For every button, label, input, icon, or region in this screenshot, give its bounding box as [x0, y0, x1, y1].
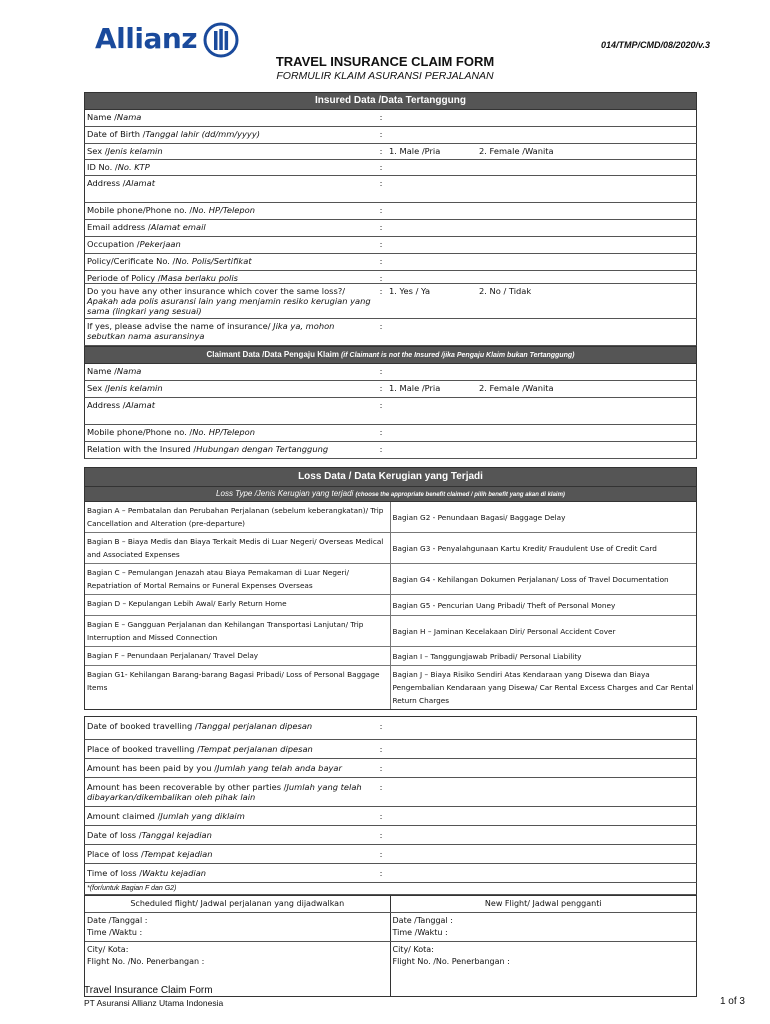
field-label: Sex /	[87, 146, 108, 156]
option-1[interactable]	[389, 222, 479, 234]
scheduled-city-label: City/ Kota:	[87, 945, 129, 954]
insured-row	[84, 160, 697, 176]
insured-row	[84, 203, 697, 220]
colon-separator: :	[379, 811, 383, 821]
field-label: Policy/Cerificate No. /	[87, 256, 176, 266]
field-label: If yes, please advise the name of insurance/	[87, 321, 274, 331]
option-1[interactable]	[389, 400, 479, 422]
insured-label	[85, 237, 375, 253]
insured-row	[84, 176, 697, 203]
insured-value-field[interactable]	[387, 271, 696, 283]
new-flight-no-label: Flight No. /No. Penerbangan :	[392, 957, 510, 966]
colon-separator: :	[379, 129, 383, 139]
option-1[interactable]	[389, 256, 479, 268]
form-title: TRAVEL INSURANCE CLAIM FORM	[275, 54, 495, 69]
colon-separator: :	[379, 205, 383, 215]
insured-value-field[interactable]	[387, 110, 696, 126]
claimant-row	[84, 364, 697, 381]
colon-separator: :	[379, 256, 383, 266]
field-label-translation: Pekerjaan	[139, 239, 181, 249]
document-id: 014/TMP/CMD/08/2020/v.3	[600, 40, 710, 50]
loss-type-row	[85, 595, 696, 616]
field-label: Amount claimed /	[87, 811, 161, 821]
field-label-translation: Alamat email	[150, 222, 206, 232]
new-city-cell[interactable]	[391, 942, 697, 996]
claimant-value-field[interactable]	[387, 398, 696, 424]
colon-separator: :	[379, 321, 383, 331]
colon-separator: :	[379, 868, 383, 878]
insured-row	[84, 284, 697, 319]
insured-row	[84, 127, 697, 144]
option-1[interactable]	[389, 273, 479, 281]
colon-separator: :	[379, 178, 383, 188]
field-label: Do you have any other insurance which cover the same loss?/	[87, 286, 346, 296]
flight-table	[84, 895, 697, 997]
field-label-translation: No. Polis/Sertifikat	[175, 256, 252, 266]
option-1[interactable]	[389, 178, 479, 200]
field-label-translation: Alamat	[125, 400, 155, 410]
loss-detail-label	[85, 807, 375, 825]
loss-type-option[interactable]: Bagian C – Pemulangan Jenazah atau Biaya Pemakaman di Luar Negeri/ Repatriation of Mortal Remains or Funeral Expenses Overseas	[85, 564, 391, 594]
colon-separator: :	[379, 162, 383, 172]
colon-separator: :	[379, 383, 383, 393]
loss-detail-value-field[interactable]	[387, 759, 696, 777]
brand-name: Allianz	[95, 22, 198, 55]
field-label-translation: Nama	[116, 112, 142, 122]
field-label: Sex /	[87, 383, 108, 393]
field-label: Occupation /	[87, 239, 140, 249]
loss-type-option[interactable]: Bagian G4 - Kehilangan Dokumen Perjalanan/ Loss of Travel Documentation	[392, 574, 669, 584]
insured-label	[85, 160, 375, 175]
scheduled-flight-no-label: Flight No. /No. Penerbangan :	[87, 957, 205, 966]
loss-section-heading: Loss Data / Data Kerugian yang Terjadi	[84, 467, 697, 487]
colon-separator: :	[379, 366, 383, 376]
field-label-translation: No. HP/Telepon	[192, 427, 255, 437]
field-label-translation: No. HP/Telepon	[192, 205, 255, 215]
loss-type-row	[85, 533, 696, 564]
loss-type-option[interactable]: Bagian D – Kepulangan Lebih Awal/ Early Return Home	[85, 595, 391, 615]
claimant-value-field[interactable]	[387, 442, 696, 458]
field-label-translation: Jumlah yang diklaim	[160, 811, 245, 821]
colon-separator: :	[379, 763, 383, 773]
claimant-heading-note: (if Claimant is not the Insured /jika Pengaju Klaim bukan Tertanggung)	[339, 352, 575, 359]
option-2[interactable]: 2. No / Tidak	[479, 286, 532, 296]
loss-detail-value-field[interactable]	[387, 717, 696, 739]
footer-form-name: Travel Insurance Claim Form	[84, 985, 213, 996]
option-1[interactable]	[389, 321, 479, 343]
new-datetime-cell[interactable]	[391, 913, 697, 941]
loss-detail-value-field[interactable]	[387, 807, 696, 825]
option-1[interactable]: 1. Male /Pria	[389, 146, 441, 156]
loss-footnote: *(for/untuk Bagian F dan G2)	[84, 883, 697, 895]
colon-separator: :	[379, 830, 383, 840]
field-label: Amount has been paid by you /	[87, 763, 217, 773]
field-label: Place of loss /	[87, 849, 144, 859]
field-label-translation: Nama	[116, 366, 142, 376]
option-2[interactable]: 2. Female /Wanita	[479, 146, 554, 156]
insured-label	[85, 203, 375, 219]
claimant-label	[85, 364, 375, 380]
colon-separator: :	[379, 239, 383, 249]
colon-separator: :	[379, 721, 383, 731]
insured-value-field[interactable]	[387, 127, 696, 143]
claimant-row	[84, 381, 697, 398]
colon-separator: :	[379, 222, 383, 232]
insured-label	[85, 110, 375, 126]
colon-separator: :	[379, 273, 383, 283]
field-label: Relation with the Insured /	[87, 444, 197, 454]
scheduled-time-label: Time /Waktu :	[87, 928, 143, 937]
claimant-row	[84, 425, 697, 442]
field-label: ID No. /	[87, 162, 118, 172]
loss-type-option[interactable]: Bagian F – Penundaan Perjalanan/ Travel Delay	[85, 647, 391, 665]
claimant-value-field[interactable]	[387, 364, 696, 380]
colon-separator: :	[379, 444, 383, 454]
insured-row	[84, 237, 697, 254]
loss-detail-row	[84, 740, 697, 759]
option-1[interactable]	[389, 112, 479, 124]
loss-type-option[interactable]: Bagian G1- Kehilangan Barang-barang Bagasi Pribadi/ Loss of Personal Baggage Items	[85, 666, 391, 709]
claimant-label	[85, 381, 375, 397]
field-label-translation: Tempat kejadian	[143, 849, 213, 859]
colon-separator: :	[379, 427, 383, 437]
loss-type-grid	[84, 502, 697, 710]
loss-type-option[interactable]: Bagian B – Biaya Medis dan Biaya Terkait Medis di Luar Negeri/ Overseas Medical and Associated Expenses	[85, 533, 391, 563]
insured-value-field[interactable]	[387, 220, 696, 236]
loss-type-option[interactable]: Bagian H – Jaminan Kecelakaan Diri/ Personal Accident Cover	[392, 626, 616, 636]
field-label-translation: Tanggal lahir (dd/mm/yyyy)	[145, 129, 260, 139]
claimant-label	[85, 442, 375, 458]
loss-detail-value-field[interactable]	[387, 845, 696, 863]
loss-detail-value-field[interactable]	[387, 740, 696, 758]
field-label-translation: Tanggal kejadian	[141, 830, 212, 840]
insured-label	[85, 319, 375, 345]
field-label: Date of Birth /	[87, 129, 146, 139]
field-label: Name /	[87, 366, 117, 376]
option-1[interactable]	[389, 444, 479, 456]
loss-type-option[interactable]: Bagian G5 - Pencurian Uang Pribadi/ Theft of Personal Money	[392, 600, 616, 610]
loss-detail-label	[85, 826, 375, 844]
insured-value-field[interactable]	[387, 176, 696, 202]
option-1[interactable]: 1. Male /Pria	[389, 383, 441, 393]
claimant-section-heading	[84, 346, 697, 364]
option-1[interactable]	[389, 366, 479, 378]
field-label-translation: Tempat perjalanan dipesan	[199, 744, 313, 754]
field-label: Name /	[87, 112, 117, 122]
claimant-section	[84, 364, 697, 459]
scheduled-date-label: Date /Tanggal :	[87, 916, 148, 925]
field-label-translation: Jumlah yang telah dibayarkan/dikembalikan oleh pihak lain	[87, 782, 362, 802]
loss-type-row	[85, 616, 696, 647]
claimant-label	[85, 425, 375, 441]
insured-section	[84, 110, 697, 346]
loss-type-row	[85, 502, 696, 533]
insured-label	[85, 127, 375, 143]
loss-type-subheading	[84, 487, 697, 502]
new-flight-heading: New Flight/ Jadwal pengganti	[484, 899, 602, 908]
loss-type-row	[85, 647, 696, 666]
new-time-label: Time /Waktu :	[392, 928, 448, 937]
loss-detail-label	[85, 759, 375, 777]
field-label: Place of booked travelling /	[87, 744, 200, 754]
field-label-translation: Jenis kelamin	[107, 146, 163, 156]
insured-label	[85, 220, 375, 236]
insured-value-field[interactable]	[387, 237, 696, 253]
loss-detail-row	[84, 845, 697, 864]
loss-detail-row	[84, 807, 697, 826]
field-label: Mobile phone/Phone no. /	[87, 205, 193, 215]
claimant-label	[85, 398, 375, 424]
loss-type-option[interactable]: Bagian I – Tanggungjawab Pribadi/ Personal Liability	[392, 651, 582, 661]
claimant-row	[84, 398, 697, 425]
insured-row	[84, 271, 697, 284]
colon-separator: :	[379, 146, 383, 156]
loss-detail-label	[85, 740, 375, 758]
field-label: Time of loss /	[87, 868, 143, 878]
insured-label	[85, 254, 375, 270]
allianz-eagle-icon	[203, 22, 239, 58]
colon-separator: :	[379, 744, 383, 754]
field-label-translation: Hubungan dengan Tertanggung	[196, 444, 329, 454]
insured-value-field[interactable]	[387, 203, 696, 219]
loss-details	[84, 716, 697, 883]
option-1[interactable]	[389, 205, 479, 217]
claimant-value-field[interactable]	[387, 425, 696, 441]
insured-row	[84, 220, 697, 237]
insured-value-field[interactable]	[387, 160, 696, 175]
loss-detail-label	[85, 864, 375, 882]
field-label: Address /	[87, 178, 126, 188]
loss-detail-row	[84, 717, 697, 740]
new-date-label: Date /Tanggal :	[392, 916, 453, 925]
field-label: Periode of Policy /	[87, 273, 161, 283]
insured-label	[85, 271, 375, 283]
field-label-translation: Alamat	[125, 178, 155, 188]
scheduled-datetime-cell[interactable]	[85, 913, 391, 941]
loss-detail-value-field[interactable]	[387, 864, 696, 882]
loss-type-option[interactable]: Bagian A – Pembatalan dan Perubahan Perjalanan (sebelum keberangkatan)/ Trip Cancellation and Alteration (pre-departure)	[85, 502, 391, 532]
claim-form	[84, 92, 697, 997]
flight-header-row	[85, 896, 696, 913]
colon-separator: :	[379, 112, 383, 122]
loss-type-option[interactable]: Bagian G2 - Penundaan Bagasi/ Baggage Delay	[392, 512, 566, 522]
field-label: Email address /	[87, 222, 151, 232]
option-1[interactable]	[389, 162, 479, 173]
field-label: Amount has been recoverable by other parties /	[87, 782, 287, 792]
loss-detail-row	[84, 759, 697, 778]
loss-detail-row	[84, 778, 697, 807]
field-label: Address /	[87, 400, 126, 410]
loss-detail-label	[85, 778, 375, 806]
claimant-row	[84, 442, 697, 459]
form-subtitle: FORMULIR KLAIM ASURANSI PERJALANAN	[276, 70, 494, 82]
colon-separator: :	[379, 400, 383, 410]
field-label-translation: No. KTP	[117, 162, 150, 172]
insured-label	[85, 284, 375, 318]
footer-company: PT Asuransi Allianz Utama Indonesia	[84, 998, 224, 1008]
insured-row	[84, 319, 697, 346]
colon-separator: :	[379, 286, 383, 296]
field-label-translation: Jika ya, mohon sebutkan nama asuransinya	[87, 321, 335, 341]
field-label-translation: Apakah ada polis asuransi lain yang menjamin resiko kerugian yang sama (lingkari yang sesuai)	[87, 296, 371, 316]
option-1[interactable]: 1. Yes / Ya	[389, 286, 431, 296]
insured-value-field[interactable]	[387, 144, 696, 159]
insured-label	[85, 144, 375, 159]
loss-type-row	[85, 666, 696, 709]
claimant-value-field[interactable]	[387, 381, 696, 397]
field-label: Mobile phone/Phone no. /	[87, 427, 193, 437]
page-number: 1 of 3	[719, 996, 745, 1007]
claimant-heading-text: Claimant Data /Data Pengaju Klaim	[206, 350, 340, 359]
loss-detail-row	[84, 864, 697, 883]
loss-type-title: Loss Type /Jenis Kerugian yang terjadi	[216, 489, 354, 498]
loss-detail-label	[85, 717, 375, 739]
loss-type-option[interactable]: Bagian E – Gangguan Perjalanan dan Kehilangan Transportasi Lanjutan/ Trip Interruption and Missed Connection	[85, 616, 391, 646]
option-1[interactable]	[389, 239, 479, 251]
field-label-translation: Tanggal perjalanan dipesan	[197, 721, 313, 731]
option-1[interactable]	[389, 427, 479, 439]
option-1[interactable]	[389, 129, 479, 141]
field-label-translation: Masa berlaku polis	[160, 273, 238, 283]
loss-detail-value-field[interactable]	[387, 778, 696, 806]
insured-row	[84, 110, 697, 127]
colon-separator: :	[379, 782, 383, 792]
insured-label	[85, 176, 375, 202]
field-label-translation: Jumlah yang telah anda bayar	[216, 763, 342, 773]
loss-detail-value-field[interactable]	[387, 826, 696, 844]
colon-separator: :	[379, 849, 383, 859]
insured-section-heading: Insured Data /Data Tertanggung	[84, 92, 697, 110]
new-city-label: City/ Kota:	[392, 945, 434, 954]
option-2[interactable]: 2. Female /Wanita	[479, 383, 554, 393]
insured-value-field[interactable]	[387, 254, 696, 270]
loss-detail-label	[85, 845, 375, 863]
field-label-translation: Jenis kelamin	[107, 383, 163, 393]
flight-datetime-row	[85, 913, 696, 942]
loss-type-option[interactable]: Bagian J – Biaya Risiko Sendiri Atas Kendaraan yang Disewa dan Biaya Pengembalian Kendaraan yang Disewa/ Car Rental Excess Charges and Car Rental Return Charges	[392, 670, 694, 705]
scheduled-flight-heading: Scheduled flight/ Jadwal perjalanan yang dijadwalkan	[85, 896, 391, 912]
insured-value-field[interactable]	[387, 284, 696, 318]
field-label: Date of loss /	[87, 830, 142, 840]
loss-type-row	[85, 564, 696, 595]
insured-row	[84, 144, 697, 160]
field-label: Date of booked travelling /	[87, 721, 198, 731]
loss-detail-row	[84, 826, 697, 845]
insured-value-field[interactable]	[387, 319, 696, 345]
insured-row	[84, 254, 697, 271]
field-label-translation: Waktu kejadian	[142, 868, 207, 878]
loss-type-note: (choose the appropriate benefit claimed / pilih benefit yang akan di klaim)	[355, 492, 565, 498]
loss-type-option[interactable]: Bagian G3 - Penyalahgunaan Kartu Kredit/ Fraudulent Use of Credit Card	[392, 543, 657, 553]
